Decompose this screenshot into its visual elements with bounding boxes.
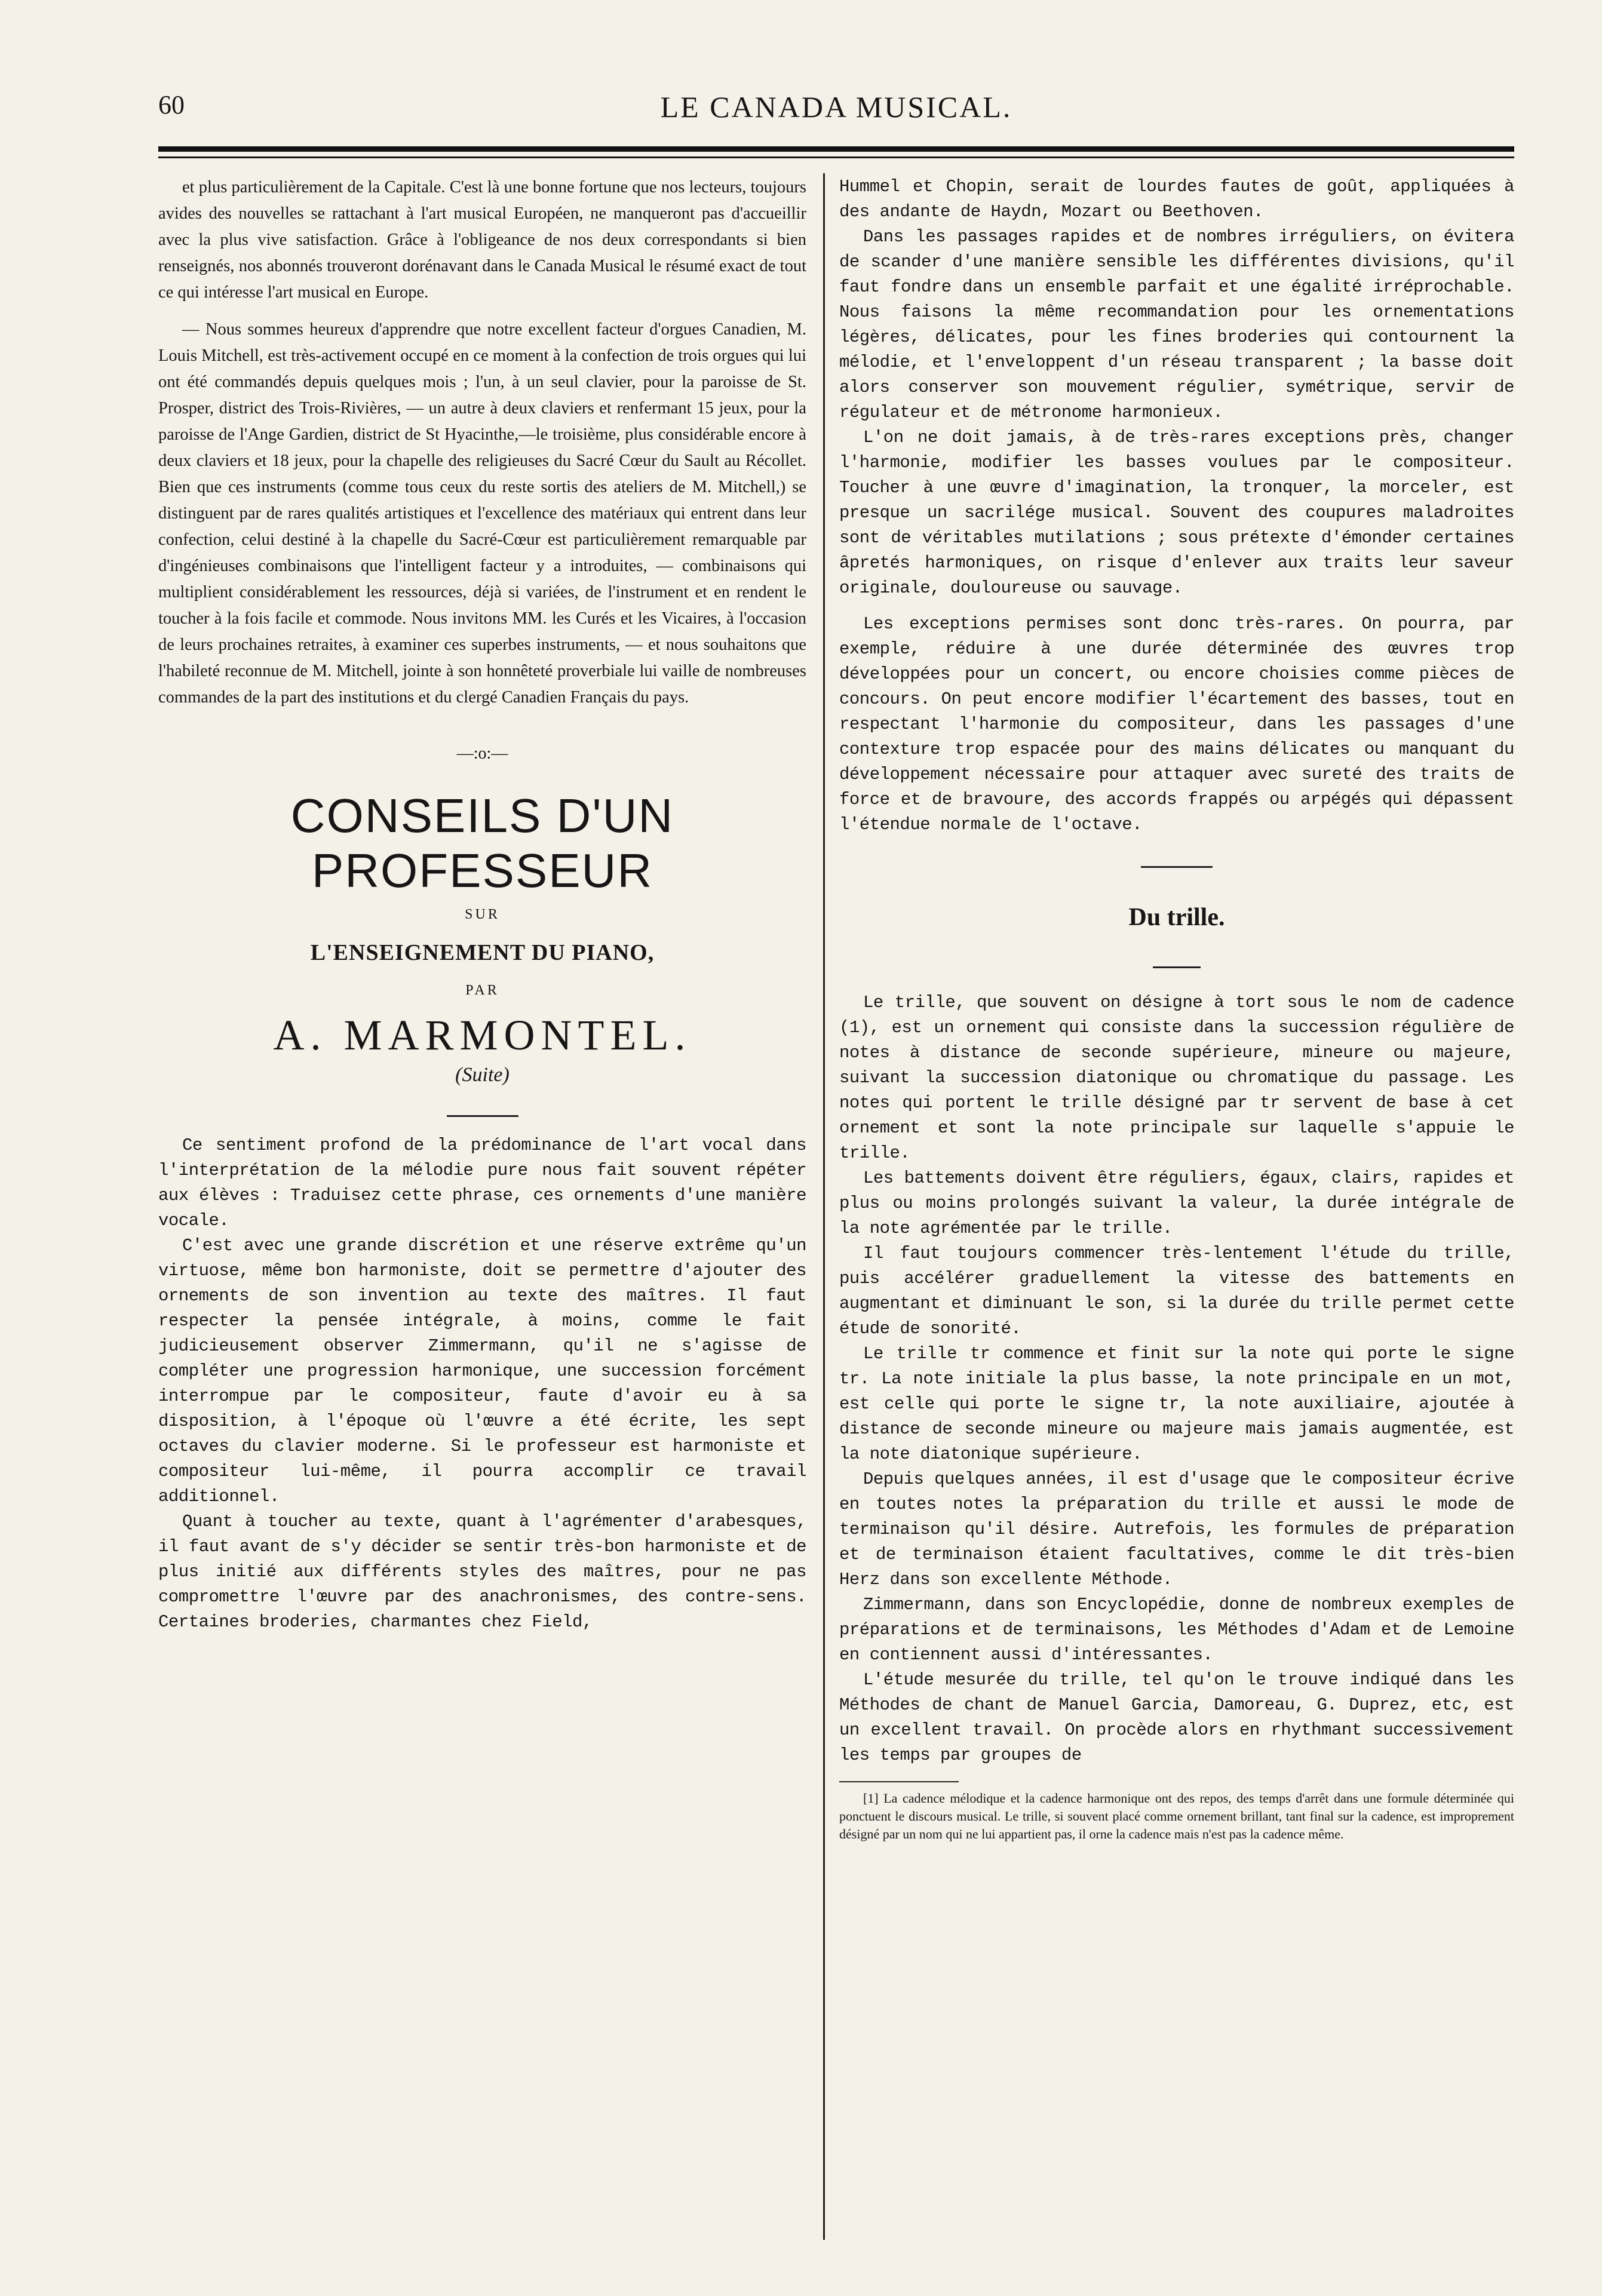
label-sur: SUR [465,907,500,922]
body-paragraph: Hummel et Chopin, serait de lourdes fautes de goût, appliquées à des andante de Haydn, Mozart ou Beethoven. [839,177,1514,222]
section-divider [158,741,806,776]
body-paragraph: C'est avec une grande discrétion et une réserve extrême qu'un virtuose, même bon harmoniste, doit se permettre d'ajouter des ornements de son invention au texte des maîtres. Il faut respecter la pensée intégrale, à moins, comme le fait judicieusement observer Zimmermann, qu'il ne s'agisse de compléter une progression harmonique, une succession forcément interrompue par le compositeur, faute d'avoir eu à sa disposition, à l'époque où l'œuvre a été écrite, les sept octaves du clavier moderne. Si le professeur est harmoniste et compositeur lui-même, il pourra accomplir ce travail additionnel. [158,1236,806,1506]
body-paragraph: Il faut toujours commencer très-lentement l'étude du trille, puis accélérer graduellement la vitesse des battements en augmentant et diminuant le son, si la durée du trille permet cette étude de sonorité. [839,1244,1514,1339]
column-divider [823,173,825,2240]
header-rule-thick [158,146,1514,152]
intro-paragraph: et plus particulièrement de la Capitale. C'est là une bonne fortune que nos lecteurs, toujours avides des nouvelles se rattachant à l'art musical Européen, ne manqueront pas d'accueillir avec la plus vive satisfaction. Grâce à l'obligeance de nos deux correspondants si bien renseignés, nos abonnés trouveront dorénavant dans le Canada Musical le résumé exact de tout ce qui intéresse l'art musical en Europe. [158,178,806,302]
divider-mark: —:o:— [456,744,508,763]
body-paragraph: Depuis quelques années, il est d'usage que le compositeur écrive en toutes notes la préparation du trille et aussi le mode de terminaison qu'il désire. Autrefois, les formules de préparation et de terminaison étaient facultatives, comme le dit très-bien Herz dans son excellente Méthode. [839,1469,1514,1589]
body-paragraph: L'on ne doit jamais, à de très-rares exceptions près, changer l'harmonie, modifier les basses voulues par le compositeur. Toucher à une œuvre d'imagination, la tronquer, la morceler, est presque un sacrilége musical. Souvent des coupures maladroites sont de véritables mutilations ; sous prétexte d'émonder certaines âpretés harmoniques, on risque d'enlever aux traits leur saveur originale, douloureuse ou sauvage. [839,428,1514,598]
section-title: Du trille. [1128,904,1225,931]
body-paragraph: Les exceptions permises sont donc très-rares. On pourra, par exemple, réduire à une durée déterminée des œuvres trop développées pour un concert, ou encore choisies comme pièces de concours. On peut encore modifier l'écartement des basses, tout en respectant l'harmonie du compositeur, dans les passages d'une contexture trop espacée pour des mains délicates ou manquant du développement nécessaire pour attaquer avec sureté des traits de force et de bravoure, des accords frappés ou arpégés qui dépassent l'étendue normale de l'octave. [839,614,1514,834]
short-divider [158,1098,806,1122]
left-column [158,174,806,1635]
header-rule-thin [158,156,1514,158]
page-header [158,90,1514,143]
label-par: PAR [465,983,499,998]
suite-label: (Suite) [455,1064,510,1086]
article-author: A. MARMONTEL. [273,1011,692,1059]
body-paragraph: Les battements doivent être réguliers, égaux, clairs, rapides et plus ou moins prolongés suivant la valeur, la durée intégrale de la note agrémentée par le trille. [839,1168,1514,1238]
body-paragraph: Zimmermann, dans son Encyclopédie, donne de nombreux exemples de préparations et de terminaisons, les Méthodes d'Adam et de Lemoine en contiennent aussi d'intéressantes. [839,1595,1514,1665]
short-divider [839,950,1514,980]
mitchell-paragraph: — Nous sommes heureux d'apprendre que notre excellent facteur d'orgues Canadien, M. Louis Mitchell, est très-activement occupé en ce moment à la confection de trois orgues qui lui ont été commandés depuis quelques mois ; l'un, à un seul clavier, pour la paroisse de St. Prosper, district des Trois-Rivières, — un autre à deux claviers et renfermant 15 jeux, pour la paroisse de l'Ange Gardien, district de St Hyacinthe,—le troisième, plus considérable encore à deux claviers et 18 jeux, pour la chapelle des religieuses du Sacré Cœur du Sault au Récollet. Bien que ces instruments (comme tous ceux du reste sortis des ateliers de M. Mitchell,) se distinguent par de rares qualités artistiques et l'excellence des matériaux qui entrent dans leur confection, celui destiné à la chapelle du Sacré-Cœur est particulièrement remarquable par d'ingénieuses combinaisons que l'intelligent facteur y a introduites, — combinaisons qui multiplient considérablement les ressources, déjà si variées, de l'instrument et en rendent le toucher à la fois facile et commode. Nous invitons MM. les Curés et les Vicaires, à l'occasion de leurs prochaines retraites, à examiner ces superbes instruments, — et nous souhaitons que l'habileté reconnue de M. Mitchell, jointe à son honnêteté proverbiale lui vaille de nombreuses commandes de la part des institutions et du clergé Canadien Français du pays. [158,320,806,707]
body-paragraph: Le trille, que souvent on désigne à tort sous le nom de cadence (1), est un ornement qui consiste dans la succession régulière de notes à distance de seconde supérieure, mineure ou majeure, suivant la succession diatonique ou chromatique du passage. Les notes qui portent le trille désigné par tr servent de base à cet ornement et sont la note principale sur laquelle s'appuie le trille. [839,993,1514,1163]
journal-title: LE CANADA MUSICAL. [660,90,1012,124]
body-paragraph: L'étude mesurée du trille, tel qu'on le trouve indiqué dans les Méthodes de chant de Manuel Garcia, Damoreau, G. Duprez, etc, est un excellent travail. On procède alors en rhythmant successivement les temps par groupes de [839,1670,1514,1765]
body-paragraph: Ce sentiment profond de la prédominance de l'art vocal dans l'interprétation de la mélodie pure nous fait souvent répéter aux élèves : Traduisez cette phrase, ces ornements d'une manière vocale. [158,1135,806,1230]
article-subject: L'ENSEIGNEMENT DU PIANO, [310,940,655,965]
body-paragraph: Quant à toucher au texte, quant à l'agrémenter d'arabesques, il faut avant de s'y décider se sentir très-bon harmoniste et de plus initié aux différents styles des maîtres, pour ne pas compromettre l'œuvre par des anachronismes, des contre-sens. Certaines broderies, charmantes chez Field, [158,1512,806,1632]
body-paragraph: Dans les passages rapides et de nombres irréguliers, on évitera de scander d'une manière sensible les différentes divisions, qu'il faut fondre dans un ensemble parfait et une égalité irréprochable. Nous faisons la même recommandation pour les ornementations légères, délicates, pour les fines broderies qui contournent la mélodie, et l'enveloppent d'un réseau transparent ; la basse doit alors conserver son mouvement régulier, symétrique, servir de régulateur et de métronome harmonieux. [839,227,1514,422]
body-paragraph: Le trille tr commence et finit sur la note qui porte le signe tr. La note initiale la plus basse, la note principale en un mot, est celle qui porte le signe tr, la note auxiliaire, ajoutée à distance de seconde mineure ou majeure mais jamais augmentée, est la note diatonique supérieure. [839,1344,1514,1464]
footnote-rule [839,1781,959,1782]
page-number: 60 [158,90,185,119]
short-divider [839,849,1514,897]
footnote: [1] La cadence mélodique et la cadence harmonique ont des repos, des temps d'arrêt dans une formule déterminée qui ponctuent le discours musical. Le trille, si souvent placé comme ornement brillant, tant final sur la cadence, est improprement désigné par un nom qui ne lui appartient pas, il orne la cadence mais n'est pas la cadence même. [839,1791,1514,1841]
article-title: CONSEILS D'UN PROFESSEUR [290,789,674,897]
right-column [839,174,1514,1843]
